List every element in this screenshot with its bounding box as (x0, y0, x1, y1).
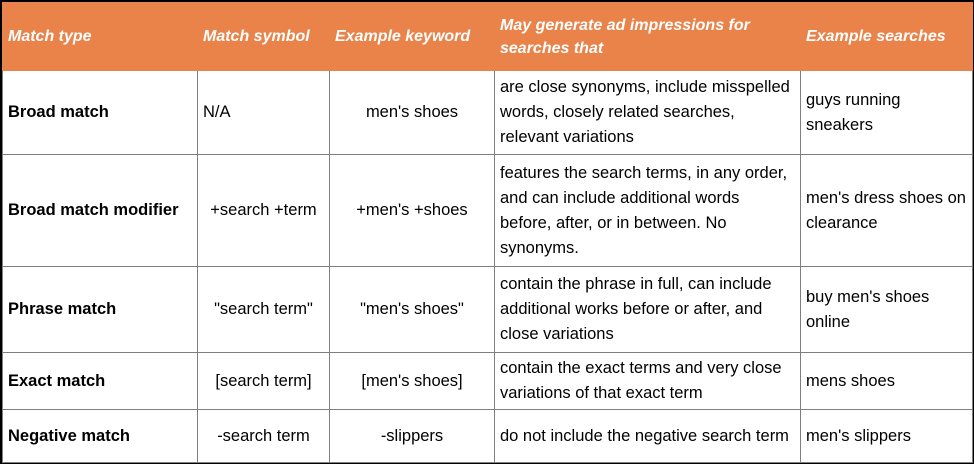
example-searches-cell: men's slippers (801, 410, 973, 463)
header-impressions: May generate ad impressions for searches that (495, 3, 801, 71)
header-row (3, 3, 973, 71)
table-row (3, 353, 973, 410)
match-type-cell: Negative match (3, 410, 198, 463)
impressions-cell: features the search terms, in any order, and can include additional words before, after, or in between. No synonyms. (495, 155, 801, 267)
match-symbol-cell: -search term (198, 410, 330, 463)
example-searches-cell: guys running sneakers (801, 71, 973, 155)
header-example-searches: Example searches (801, 3, 973, 71)
table-row (3, 155, 973, 267)
match-type-cell: Phrase match (3, 267, 198, 353)
impressions-cell: contain the exact terms and very close variations of that exact term (495, 353, 801, 410)
match-symbol-cell: +search +term (198, 155, 330, 267)
header-example-keyword: Example keyword (330, 3, 495, 71)
example-searches-cell: buy men's shoes online (801, 267, 973, 353)
impressions-cell: are close synonyms, include misspelled words, closely related searches, relevant variations (495, 71, 801, 155)
match-symbol-cell: [search term] (198, 353, 330, 410)
impressions-cell: do not include the negative search term (495, 410, 801, 463)
example-keyword-cell: men's shoes (330, 71, 495, 155)
match-type-cell: Exact match (3, 353, 198, 410)
match-symbol-cell: "search term" (198, 267, 330, 353)
impressions-cell: contain the phrase in full, can include additional works before or after, and close variations (495, 267, 801, 353)
match-type-cell: Broad match modifier (3, 155, 198, 267)
example-searches-cell: mens shoes (801, 353, 973, 410)
header-match-symbol: Match symbol (198, 3, 330, 71)
example-keyword-cell: +men's +shoes (330, 155, 495, 267)
table-row (3, 410, 973, 463)
example-keyword-cell: -slippers (330, 410, 495, 463)
example-keyword-cell: [men's shoes] (330, 353, 495, 410)
table-row (3, 71, 973, 155)
match-type-cell: Broad match (3, 71, 198, 155)
table-row (3, 267, 973, 353)
match-symbol-cell: N/A (198, 71, 330, 155)
example-searches-cell: men's dress shoes on clearance (801, 155, 973, 267)
header-match-type: Match type (3, 3, 198, 71)
example-keyword-cell: "men's shoes" (330, 267, 495, 353)
keyword-match-types-table (2, 2, 973, 463)
